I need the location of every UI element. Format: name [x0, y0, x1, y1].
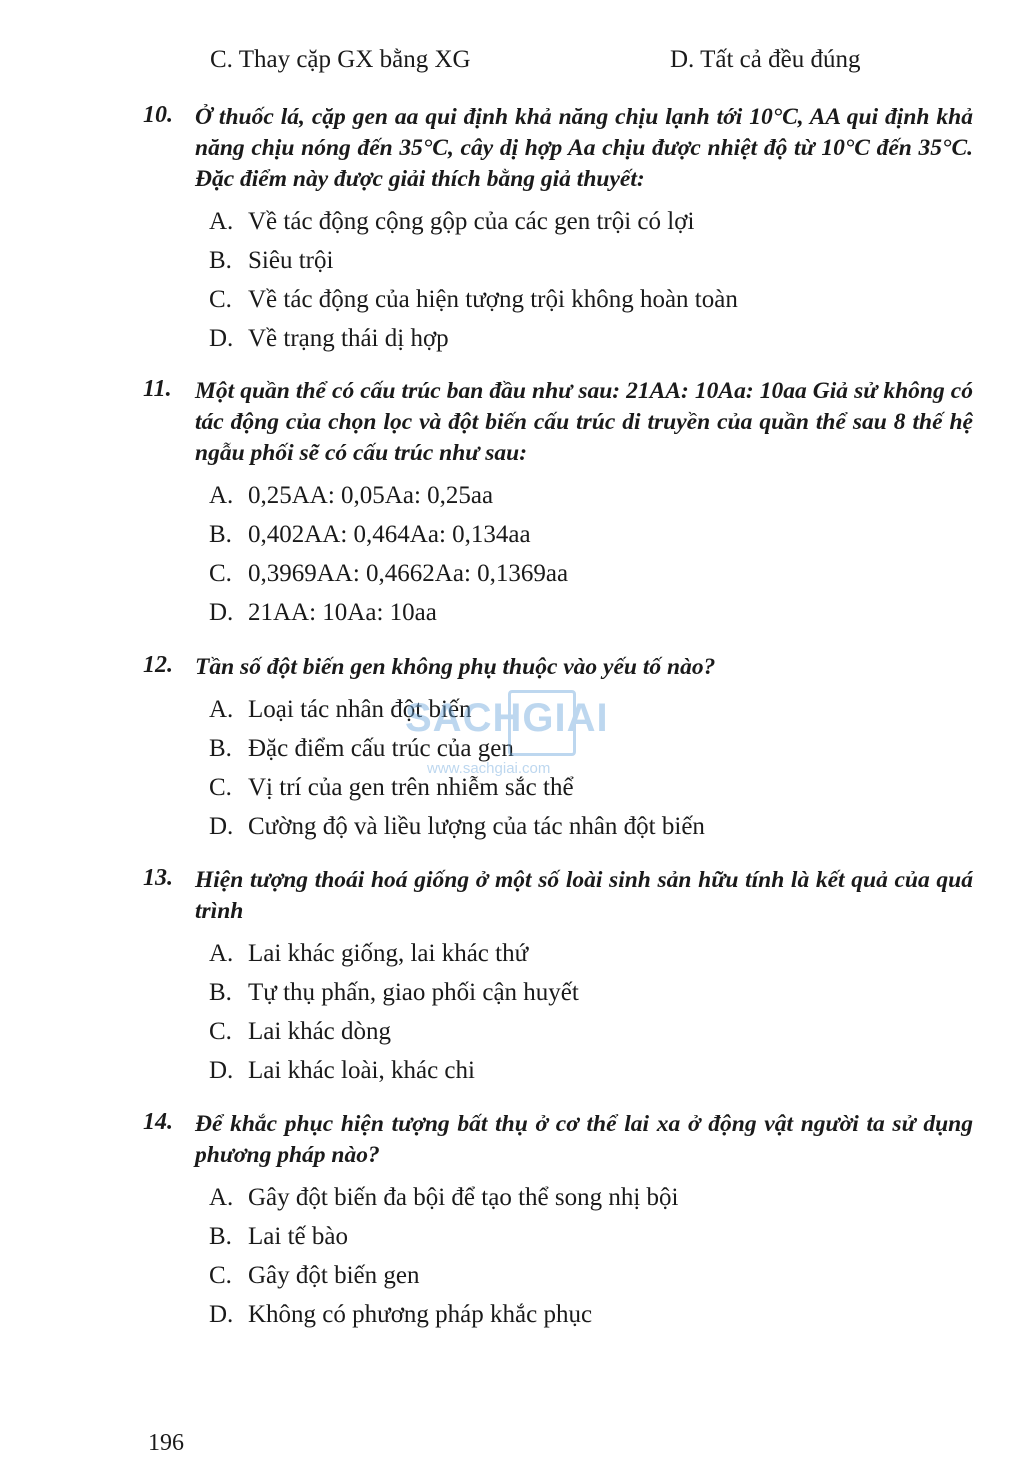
option-d: D. Cường độ và liều lượng của tác nhân đột biến — [209, 813, 705, 840]
answer-options — [209, 207, 973, 363]
option-d: D. 21AA: 10Aa: 10aa — [209, 599, 437, 626]
option-c: C. 0,3969AA: 0,4662Aa: 0,1369aa — [209, 560, 569, 587]
option-c: C. Vị trí của gen trên nhiễm sắc thể — [209, 774, 574, 801]
option-b: B. Đặc điểm cấu trúc của gen — [209, 735, 514, 762]
option-b: B. Siêu trội — [209, 247, 334, 274]
option-a: A. 0,25AA: 0,05Aa: 0,25aa — [209, 482, 494, 509]
question-12 — [143, 652, 973, 851]
answer-options — [209, 695, 973, 851]
question-13 — [143, 865, 973, 1095]
option-c: C. Lai khác dòng — [209, 1018, 392, 1045]
answer-options — [209, 939, 973, 1095]
question-number: 11. — [143, 376, 172, 402]
page-number: 196 — [148, 1430, 184, 1456]
option-d: D. Về trạng thái dị hợp — [209, 325, 449, 352]
option-d: D. Tất cả đều đúng — [670, 46, 861, 73]
option-b: B. 0,402AA: 0,464Aa: 0,134aa — [209, 521, 531, 548]
option-c: C. Về tác động của hiện tượng trội không hoàn toàn — [209, 286, 738, 313]
question-11 — [143, 376, 973, 637]
option-a: A. Loại tác nhân đột biến — [209, 696, 472, 723]
option-a: A. Gây đột biến đa bội để tạo thể song nhị bội — [209, 1184, 679, 1211]
question-10 — [143, 102, 973, 363]
question-number: 12. — [143, 652, 173, 678]
option-d: D. Không có phương pháp khắc phục — [209, 1301, 593, 1328]
option-a: A. Về tác động cộng gộp của các gen trội có lợi — [209, 208, 695, 235]
watermark-url: www.sachgiai.com — [427, 760, 551, 777]
question-text: Ở thuốc lá, cặp gen aa qui định khả năng chịu lạnh tới 10°C, AA qui định khả năng chịu nóng đến 35°C, cây dị hợp Aa chịu được nhiệt độ từ 10°C đến 35°C. Đặc điểm này được giải thích bằng giả thuyết: — [195, 104, 973, 192]
question-number: 14. — [143, 1109, 173, 1135]
option-c: C. Thay cặp GX bằng XG — [210, 46, 471, 73]
option-b: B. Tự thụ phấn, giao phối cận huyết — [209, 979, 579, 1006]
question-number: 10. — [143, 102, 173, 128]
watermark-brand: SACHGIAI — [405, 696, 609, 740]
option-a: A. Lai khác giống, lai khác thứ — [209, 940, 529, 967]
question-text: Tần số đột biến gen không phụ thuộc vào yếu tố nào? — [195, 654, 716, 680]
question-text: Một quần thể có cấu trúc ban đầu như sau: 21AA: 10Aa: 10aa Giả sử không có tác động của chọn lọc và đột biến cấu trúc di truyền của quần thể sau 8 thế hệ ngẫu phối sẽ có cấu trúc như sau: — [195, 378, 973, 466]
option-d: D. Lai khác loài, khác chi — [209, 1057, 475, 1084]
option-b: B. Lai tế bào — [209, 1223, 348, 1250]
question-text: Hiện tượng thoái hoá giống ở một số loài sinh sản hữu tính là kết quả của quá trình — [195, 867, 973, 924]
answer-options — [209, 481, 973, 637]
question-14 — [143, 1109, 973, 1339]
option-c: C. Gây đột biến gen — [209, 1262, 420, 1289]
answer-options — [209, 1183, 973, 1339]
question-number: 13. — [143, 865, 173, 891]
question-text: Để khắc phục hiện tượng bất thụ ở cơ thể lai xa ở động vật người ta sử dụng phương pháp nào? — [195, 1111, 973, 1168]
